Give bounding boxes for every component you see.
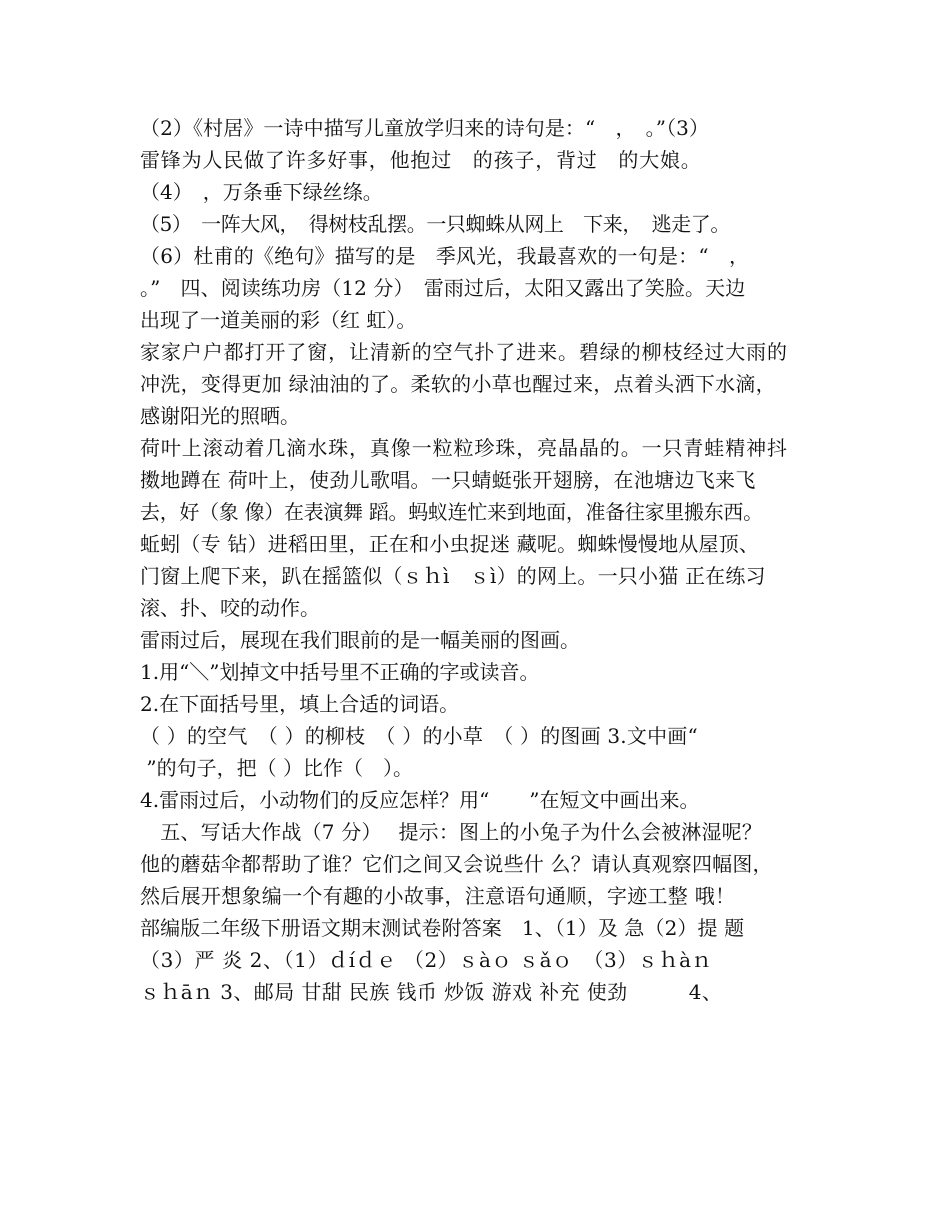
text-line-2: 雷锋为人民做了许多好事，他抱过 的孩子，背过 的大娘。 <box>140 148 702 172</box>
text-line-26: 部编版二年级下册语文期末测试卷附答案 1、（1）及 急（2）提 题 <box>140 916 745 940</box>
text-line-14: 蚯蚓（专 钻）进稻田里，正在和小虫捉迷 藏呢。蜘蛛慢慢地从屋顶、 <box>140 532 760 556</box>
text-line-28: ｓｈāｎ 3、邮局 甘甜 民族 钱币 炒饭 游戏 补充 使劲 4、 <box>140 980 723 1004</box>
text-line-11: 荷叶上滚动着几滴水珠，真像一粒粒珍珠，亮晶晶的。一只青蛙精神抖 <box>140 436 788 460</box>
text-line-4: （5） 一阵大风， 得树枝乱摆。一只蜘蛛从网上 下来， 逃走了。 <box>140 212 730 236</box>
text-line-24: 他的蘑菇伞都帮助了谁？它们之间又会说些什 么？请认真观察四幅图， <box>140 852 773 876</box>
text-line-21: ”的句子，把（ ）比作（ ）。 <box>140 756 413 780</box>
text-line-17: 雷雨过后，展现在我们眼前的是一幅美丽的图画。 <box>140 628 580 652</box>
text-line-23: 五、写话大作战（7 分） 提示：图上的小兔子为什么会被淋湿呢？ <box>140 820 763 844</box>
text-line-3: （4） ，万条垂下绿丝绦。 <box>140 180 383 204</box>
text-line-1: （2）《村居》一诗中描写儿童放学归来的诗句是：“ ， 。”（3） <box>140 116 710 140</box>
document-page <box>140 112 840 1008</box>
text-line-7: 出现了一道美丽的彩（红 虹）。 <box>140 308 417 332</box>
text-line-20: （ ）的空气 （ ）的柳枝 （ ）的小草 （ ）的图画 3.文中画“ <box>140 724 698 748</box>
text-line-9: 冲洗，变得更加 绿油油的了。柔软的小草也醒过来，点着头洒下水滴， <box>140 372 776 396</box>
text-line-19: 2.在下面括号里，填上合适的词语。 <box>140 692 460 716</box>
text-line-27: （3）严 炎 2、（1）ｄíｄｅ （2）ｓàｏ ｓǎｏ （3）ｓｈàｎ <box>140 948 713 972</box>
text-line-18: 1.用“＼”划掉文中括号里不正确的字或读音。 <box>140 660 540 684</box>
text-line-5: （6）杜甫的《绝句》描写的是 季风光，我最喜欢的一句是：“ ， <box>140 244 750 268</box>
text-line-25: 然后展开想象编一个有趣的小故事，注意语句通顺，字迹工整 哦！ <box>140 884 736 908</box>
text-line-12: 擞地蹲在 荷叶上，使劲儿歌唱。一只蜻蜓张开翅膀，在池塘边飞来飞 <box>140 468 756 492</box>
text-line-10: 感谢阳光的照晒。 <box>140 404 300 428</box>
text-line-22: 4.雷雨过后，小动物们的反应怎样？用“ ”在短文中画出来。 <box>140 788 700 812</box>
text-line-13: 去，好（象 像）在表演舞 蹈。蚂蚁连忙来到地面，准备往家里搬东西。 <box>140 500 763 524</box>
text-line-16: 滚、扑、咬的动作。 <box>140 596 320 620</box>
text-line-15: 门窗上爬下来，趴在摇篮似（ｓｈì ｓì）的网上。一只小猫 正在练习 <box>140 564 766 588</box>
text-line-8: 家家户户都打开了窗，让清新的空气扑了进来。碧绿的柳枝经过大雨的 <box>140 340 788 364</box>
text-line-6: 。” 四、阅读练功房（12 分） 雷雨过后，太阳又露出了笑脸。天边 <box>140 276 746 300</box>
